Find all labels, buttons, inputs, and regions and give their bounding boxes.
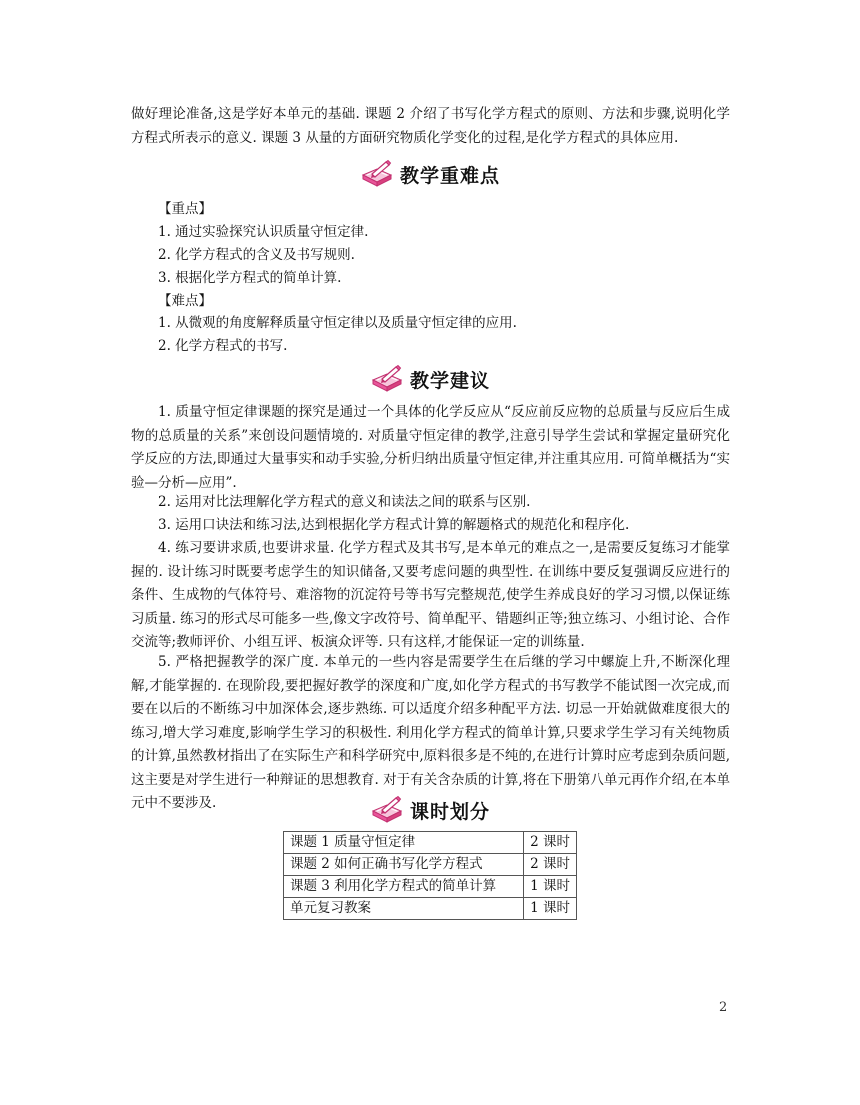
- suggestion-paragraph: 2. 运用对比法理解化学方程式的意义和读法之间的联系与区别.: [158, 494, 531, 510]
- suggestions-heading: [0, 363, 860, 395]
- difficulty-item: 1. 从微观的角度解释质量守恒定律以及质量守恒定律的应用.: [158, 315, 517, 331]
- table-cell-topic: 课题 1 质量守恒定律: [284, 832, 524, 854]
- pencil-notebook-icon: [370, 795, 404, 825]
- focus-item: 2. 化学方程式的含义及书写规则.: [158, 247, 355, 263]
- pencil-notebook-icon: [370, 364, 404, 394]
- focus-item: 1. 通过实验探究认识质量守恒定律.: [158, 224, 369, 240]
- table-row: [284, 898, 577, 920]
- key-points-title: 教学重难点: [399, 164, 500, 187]
- key-points-heading: [0, 158, 860, 190]
- difficulty-label: 【难点】: [158, 293, 212, 309]
- suggestions-title: 教学建议: [409, 369, 490, 392]
- table-cell-topic: 课题 2 如何正确书写化学方程式: [284, 854, 524, 876]
- suggestion-paragraph: 1. 质量守恒定律课题的探究是通过一个具体的化学反应从“反应前反应物的总质量与反应后生成物的总质量的关系”来创设问题情境的. 对质量守恒定律的教学,注意引导学生尝试和掌握定量研究化学反应的方法,即通过大量事实和动手实验,分析归纳出质量守恒定律,并注重其应用. 可简单概括为“实验—分析—应用”.: [131, 404, 730, 491]
- table-row: [284, 854, 577, 876]
- table-cell-hours: 2 课时: [524, 832, 577, 854]
- suggestion-paragraph: 4. 练习要讲求质,也要讲求量. 化学方程式及其书写,是本单元的难点之一,是需要反复练习才能掌握的. 设计练习时既要考虑学生的知识储备,又要考虑问题的典型性. 在训练中要反复强调反应进行的条件、生成物的气体符号、难溶物的沉淀符号等书写完整规范,使学生养成良好的学习习惯,以保证练习质量. 练习的形式尽可能多一些,像文字改符号、简单配平、错题纠正等;独立练习、小组讨论、合作交流等;教师评价、小组互评、板演众评等. 只有这样,才能保证一定的训练量.: [131, 540, 730, 650]
- table-cell-topic: 课题 3 利用化学方程式的简单计算: [284, 876, 524, 898]
- intro-paragraph: 做好理论准备,这是学好本单元的基础. 课题 2 介绍了书写化学方程式的原则、方法和步骤,说明化学方程式所表示的意义. 课题 3 从量的方面研究物质化学变化的过程,是化学方程式的具体应用.: [131, 106, 730, 146]
- table-cell-hours: 1 课时: [524, 898, 577, 920]
- schedule-heading: [0, 794, 860, 826]
- schedule-table: [283, 831, 577, 920]
- table-cell-hours: 1 课时: [524, 876, 577, 898]
- page-number: 2: [719, 1000, 728, 1015]
- table-row: [284, 876, 577, 898]
- table-cell-hours: 2 课时: [524, 854, 577, 876]
- pencil-notebook-icon: [360, 159, 394, 189]
- difficulty-item: 2. 化学方程式的书写.: [158, 338, 288, 354]
- suggestion-paragraph: 3. 运用口诀法和练习法,达到根据化学方程式计算的解题格式的规范化和程序化.: [158, 517, 630, 533]
- schedule-title: 课时划分: [409, 800, 490, 823]
- table-cell-topic: 单元复习教案: [284, 898, 524, 920]
- focus-label: 【重点】: [158, 201, 212, 217]
- suggestion-paragraph: 5. 严格把握教学的深广度. 本单元的一些内容是需要学生在后继的学习中螺旋上升,不断深化理解,才能掌握的. 在现阶段,要把握好教学的深度和广度,如化学方程式的书写教学不能试图一次完成,而要在以后的不断练习中加深体会,逐步熟练. 可以适度介绍多种配平方法. 切忌一开始就做难度很大的练习,增大学习难度,影响学生学习的积极性. 利用化学方程式的简单计算,只要求学生学习有关纯物质的计算,虽然教材指出了在实际生产和科学研究中,原料很多是不纯的,在进行计算时应考虑到杂质问题,这主要是对学生进行一种辩证的思想教育. 对于有关含杂质的计算,将在下册第八单元再作介绍,在本单元中不要涉及.: [131, 654, 730, 811]
- table-row: [284, 832, 577, 854]
- focus-item: 3. 根据化学方程式的简单计算.: [158, 270, 342, 286]
